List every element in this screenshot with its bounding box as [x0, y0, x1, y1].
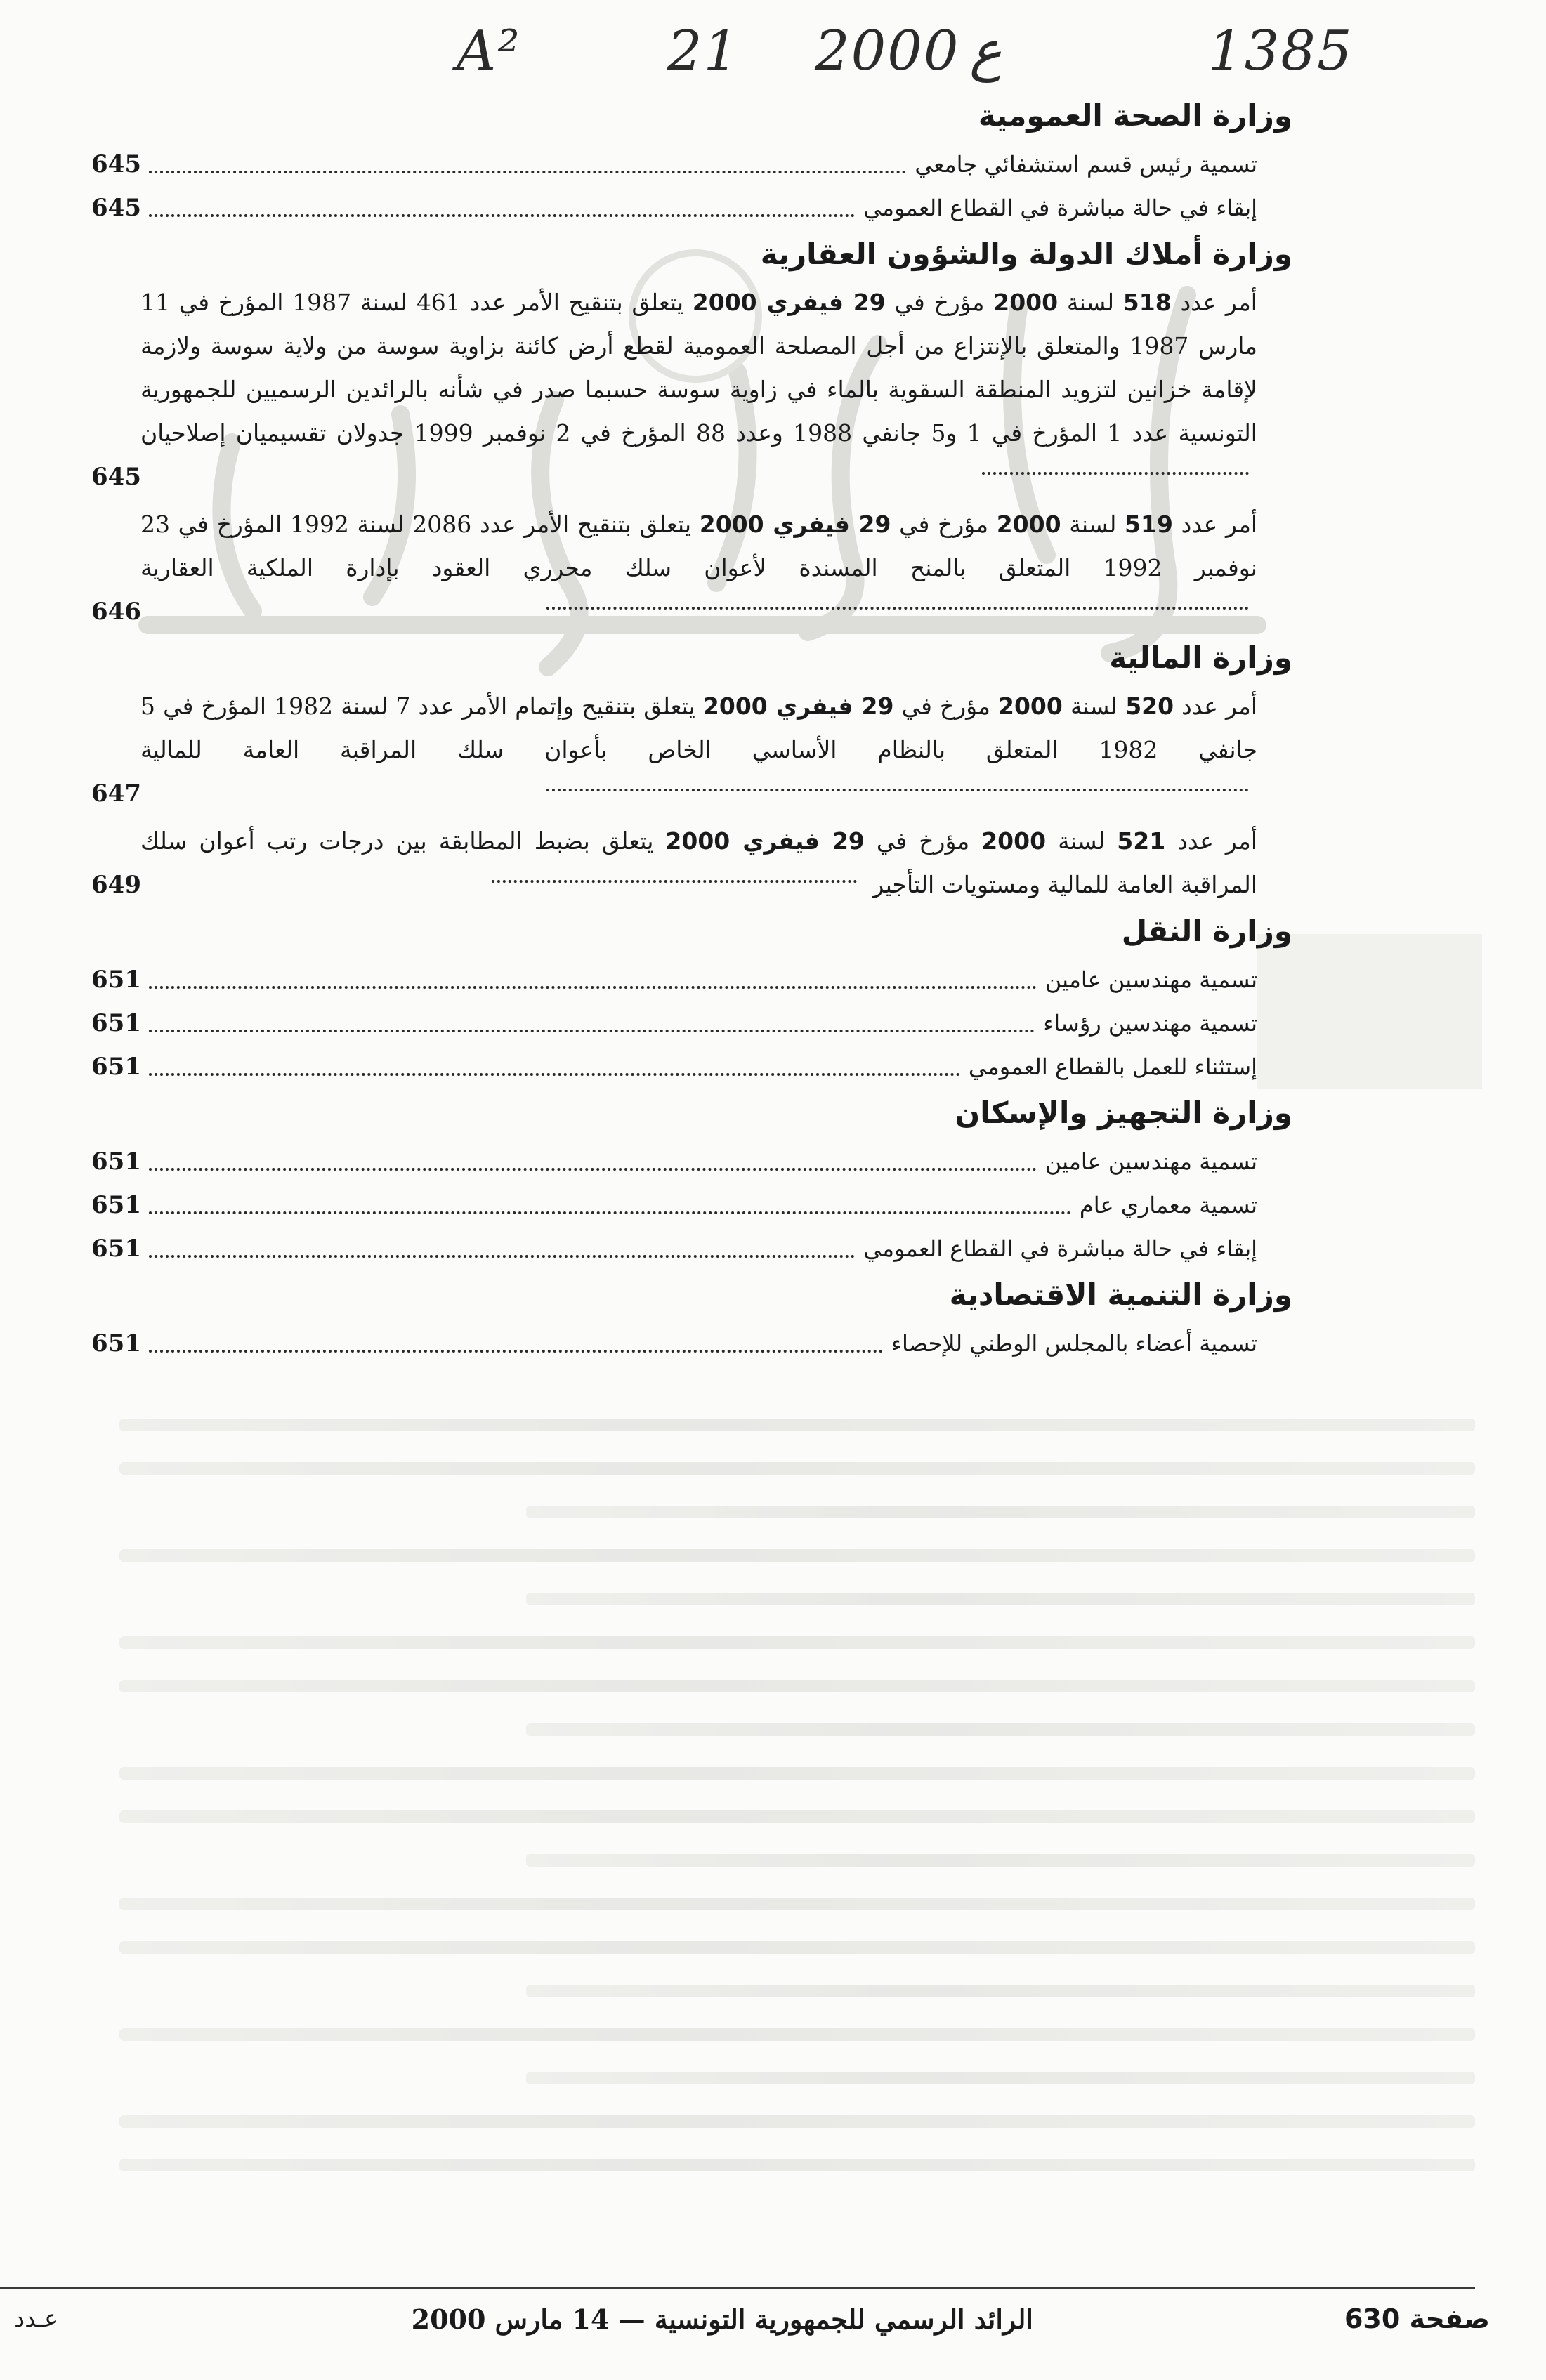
entry-text: تسمية مهندسين عامين: [1044, 1148, 1257, 1175]
dot-leader: [149, 171, 906, 173]
handwritten-note-b: 21: [667, 20, 740, 83]
dot-leader: [982, 472, 1249, 475]
decree-mid: لسنة: [1058, 827, 1106, 855]
decree-date: 29 فيفري 2000: [665, 827, 865, 855]
entry-text: إبقاء في حالة مباشرة في القطاع العمومي: [863, 195, 1257, 221]
decree-lead: أمر عدد: [1181, 692, 1258, 720]
list-item: [91, 186, 1292, 230]
page-number: 645: [91, 463, 141, 491]
handwritten-note-a: A²: [457, 20, 521, 83]
page-number: 645: [91, 150, 141, 178]
decree-date: 29 فيفري 2000: [702, 692, 894, 720]
page-number: 651: [91, 1235, 141, 1263]
dot-leader: [149, 214, 855, 217]
entry-text: إبقاء في حالة مباشرة في القطاع العمومي: [863, 1235, 1257, 1262]
entry-text: تسمية معماري عام: [1079, 1192, 1257, 1218]
page-number: 651: [91, 966, 141, 994]
entry-text: تسمية أعضاء بالمجلس الوطني للإحصاء: [891, 1330, 1257, 1357]
decree-entry: [91, 281, 1292, 499]
decree-year: 2000: [996, 511, 1061, 538]
decree-mid: لسنة: [1066, 289, 1115, 316]
dot-leader: [546, 789, 1249, 791]
page-number: 647: [91, 780, 141, 808]
handwritten-note-e: 1385: [1208, 20, 1354, 83]
list-item: [91, 1183, 1292, 1227]
bleed-through-lines: [119, 1419, 1475, 2202]
decree-body: يتعلق بتنقيح وإتمام الأمر عدد 7 لسنة 1982 المؤرخ في 5 جانفي 1982 المتعلق بالنظام الأساسي الخاص بأعوان سلك المراقبة العامة للمالية: [140, 692, 1258, 763]
entry-text: تسمية مهندسين عامين: [1044, 966, 1257, 993]
decree-lead: أمر عدد: [1180, 289, 1257, 316]
decree-body: يتعلق بتنقيح الأمر عدد 461 لسنة 1987 المؤرخ في 11 مارس 1987 والمتعلق بالإنتزاع من أجل المصلحة العمومية لقطع أرض كائنة بزاوية سوسة من ولاية سوسة ولازمة لإقامة خزانين لتزويد المنطقة السقوية بالماء في زاوية سوسة حسبما صدر في شأنه بالرائدين الرسميين للجمهورية التونسية عدد 1 المؤرخ في 1 و5 جانفي 1988 وعدد 88 المؤرخ في 2 نوفمبر 1999 جدولان تقسيميان إصلاحيان: [140, 289, 1257, 447]
section-title: وزارة الصحة العمومية: [978, 98, 1292, 133]
page-number: 645: [91, 194, 141, 222]
handwritten-note-d: 2000: [815, 20, 960, 83]
decree-number: 519: [1125, 511, 1173, 538]
list-item: [91, 1322, 1292, 1365]
decree-lead: أمر عدد: [1181, 511, 1258, 538]
decree-date: 29 فيفري 2000: [699, 511, 891, 538]
page-number: 651: [91, 1009, 141, 1037]
decree-body: يتعلق بتنقيح الأمر عدد 2086 لسنة 1992 المؤرخ في 23 نوفمبر 1992 المتعلق بالمنح المسندة لأعوان سلك محرري العقود بإدارة الملكية العقارية: [140, 511, 1257, 581]
list-item: [91, 1045, 1292, 1089]
page-number: 651: [91, 1053, 141, 1081]
decree-body: يتعلق بضبط المطابقة بين درجات رتب أعوان سلك المراقبة العامة للمالية ومستويات التأجير: [140, 827, 1257, 898]
dot-leader: [149, 986, 1037, 989]
decree-year: 2000: [981, 827, 1047, 855]
handwritten-note-c: ع: [969, 20, 1002, 83]
table-of-contents: [91, 91, 1292, 1365]
page-number: 649: [91, 871, 141, 899]
decree-mid2: مؤرخ في: [901, 692, 990, 720]
decree-entry: [91, 820, 1292, 907]
page-footer: [0, 2296, 1546, 2346]
list-item: [91, 958, 1292, 1001]
decree-number: 521: [1117, 827, 1166, 855]
dot-leader: [149, 1073, 960, 1076]
page-number: 651: [91, 1148, 141, 1176]
decree-entry: [91, 685, 1292, 815]
entry-text: تسمية رئيس قسم استشفائي جامعي: [915, 151, 1257, 178]
decree-mid2: مؤرخ في: [899, 511, 989, 538]
decree-number: 518: [1122, 289, 1172, 316]
dot-leader: [149, 1168, 1037, 1171]
section-title: وزارة النقل: [1121, 914, 1292, 948]
footer-divider: [0, 2287, 1475, 2289]
section-title: وزارة المالية: [1109, 640, 1292, 675]
dot-leader: [149, 1211, 1071, 1214]
decree-entry: [91, 503, 1292, 633]
decree-year: 2000: [993, 289, 1059, 316]
entry-text: إستثناء للعمل بالقطاع العمومي: [968, 1053, 1257, 1080]
section-title: وزارة التنمية الاقتصادية: [949, 1277, 1292, 1312]
section-title: وزارة التجهيز والإسكان: [955, 1096, 1292, 1130]
dot-leader: [149, 1350, 883, 1353]
decree-date: 29 فيفري 2000: [692, 289, 886, 316]
section-title: وزارة أملاك الدولة والشؤون العقارية: [760, 237, 1292, 271]
decree-lead: أمر عدد: [1177, 827, 1257, 855]
list-item: [91, 1227, 1292, 1270]
dot-leader: [492, 880, 857, 883]
page-number: 651: [91, 1191, 141, 1219]
decree-number: 520: [1125, 692, 1174, 720]
dot-leader: [149, 1255, 855, 1258]
page-number: 651: [91, 1329, 141, 1357]
footer-issue-label: عـدد: [14, 2305, 59, 2333]
footer-title: الرائد الرسمي للجمهورية التونسية — 14 مارس 2000: [411, 2303, 1033, 2335]
entry-text: تسمية مهندسين رؤساء: [1043, 1010, 1257, 1037]
decree-year: 2000: [997, 692, 1063, 720]
dot-leader: [149, 1030, 1035, 1032]
footer-page-label: صفحة 630: [1344, 2303, 1490, 2334]
decree-mid: لسنة: [1069, 511, 1117, 538]
decree-mid2: مؤرخ في: [876, 827, 970, 855]
list-item: [91, 143, 1292, 186]
decree-mid: لسنة: [1070, 692, 1118, 720]
list-item: [91, 1001, 1292, 1045]
page-number: 646: [91, 598, 141, 626]
dot-leader: [546, 607, 1249, 610]
decree-mid2: مؤرخ في: [894, 289, 985, 316]
list-item: [91, 1140, 1292, 1183]
